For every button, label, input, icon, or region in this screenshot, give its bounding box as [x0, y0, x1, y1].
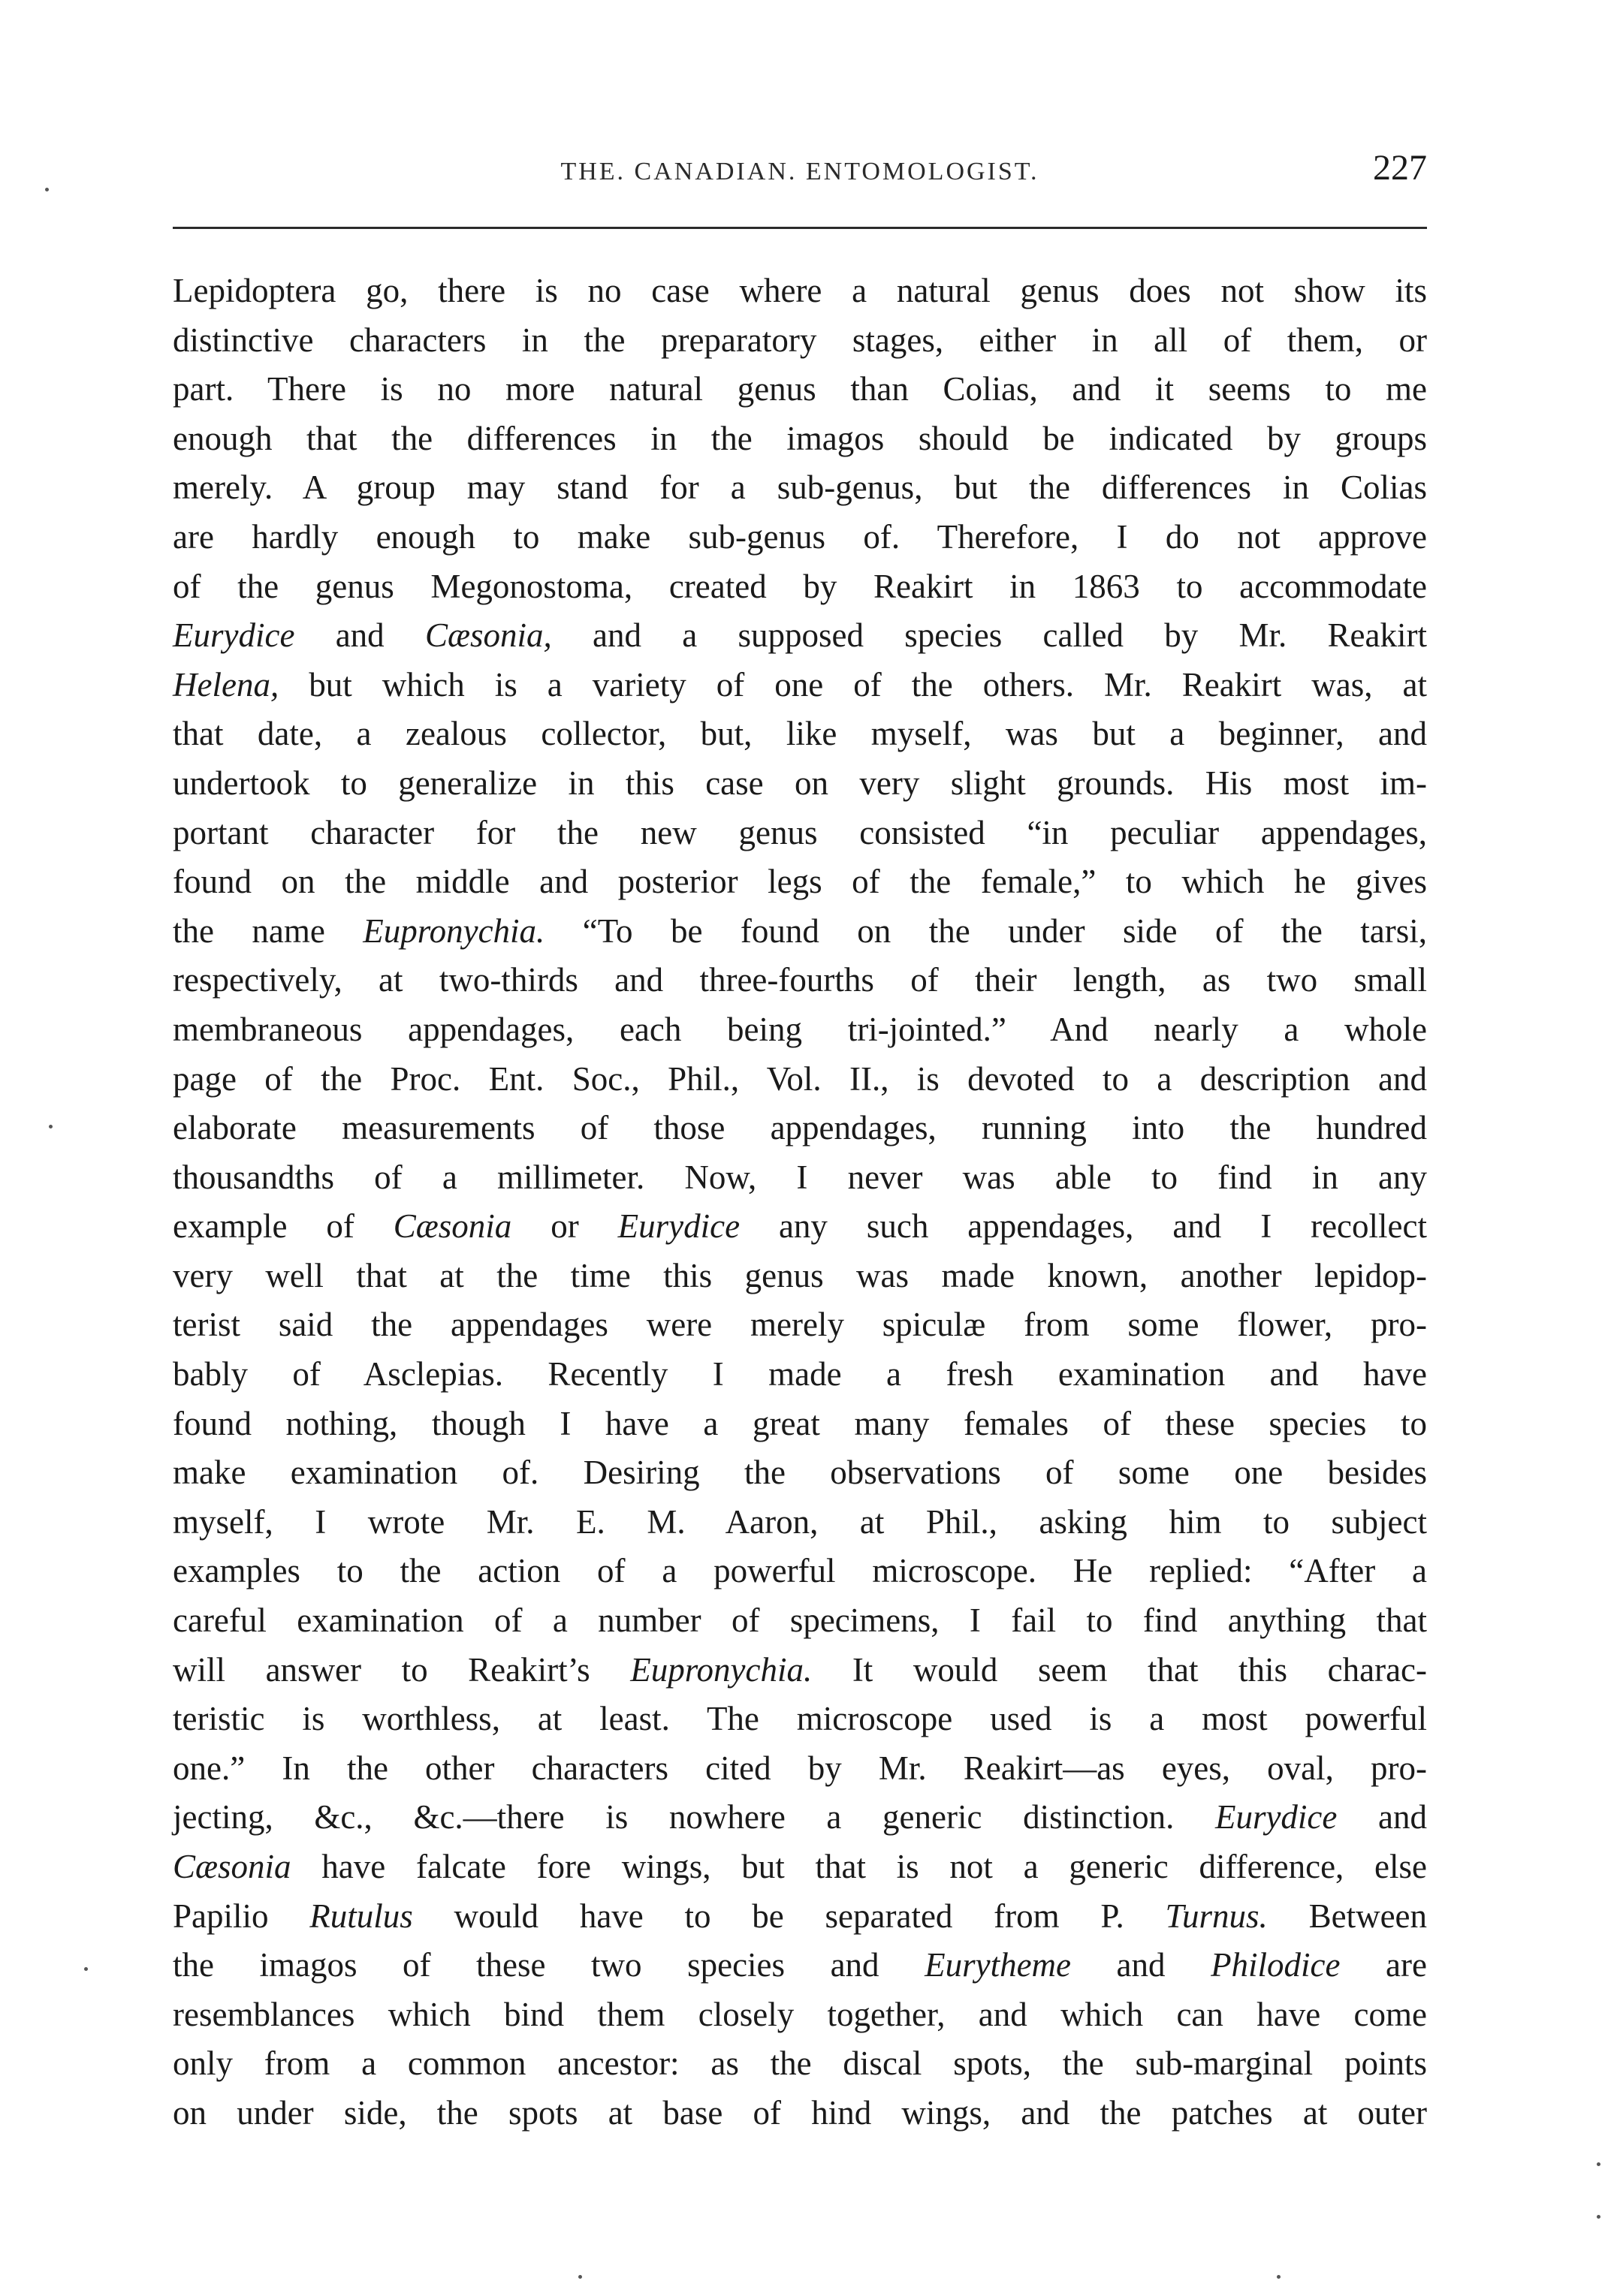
- text-line: [173, 1400, 1427, 1449]
- page-number: 227: [1373, 148, 1427, 188]
- margin-speck: [49, 1125, 53, 1128]
- text-line: [173, 1793, 1427, 1843]
- text-run: are hardly enough to make sub-genus of. Therefore, I do not approve: [173, 517, 1427, 556]
- text-run: have falcate fore wings, but that is not a generic difference, else: [291, 1848, 1427, 1885]
- text-run: page of the Proc. Ent. Soc., Phil., Vol. II., is devoted to a description and: [173, 1059, 1427, 1098]
- italic-text: Eurydice: [1214, 1798, 1338, 1836]
- text-line: [173, 1005, 1427, 1055]
- italic-text: Philodice: [1211, 1946, 1341, 1984]
- text-run: bably of Asclepias. Recently I made a fresh examination and have: [173, 1355, 1427, 1394]
- text-line: [173, 1744, 1427, 1794]
- text-run: one.” In the other characters cited by Mr. Reakirt—as eyes, oval, pro-: [173, 1749, 1427, 1787]
- text-line: [173, 1300, 1427, 1350]
- text-run: found on the middle and posterior legs of the female,” to which he gives: [173, 863, 1427, 901]
- italic-text: Rutulus: [309, 1897, 413, 1935]
- text-run: distinctive characters in the preparatory stages, either in all of them, or: [173, 321, 1427, 359]
- text-line: [173, 365, 1427, 414]
- text-line: [173, 463, 1427, 513]
- margin-speck: [1277, 2275, 1281, 2279]
- text-run: part. There is no more natural genus than Colias, and it seems to me: [173, 370, 1427, 408]
- italic-text: Helena,: [173, 665, 279, 704]
- italic-text: Cæsonia: [393, 1207, 512, 1246]
- text-run: merely. A group may stand for a sub-genus, but the differences in Colias: [173, 469, 1427, 507]
- text-run: undertook to generalize in this case on very slight grounds. His most im-: [173, 764, 1427, 802]
- italic-text: Cæsonia,: [424, 616, 552, 655]
- text-line: [173, 1843, 1427, 1892]
- text-run: that date, a zealous collector, but, like myself, was but a beginner, and: [173, 715, 1427, 753]
- text-line: [173, 1153, 1427, 1203]
- text-run: and: [294, 616, 425, 655]
- text-run: but which is a variety of one of the others. Mr. Reakirt was, at: [279, 665, 1427, 704]
- text-run: only from a common ancestor: as the discal spots, the sub-marginal points: [173, 2044, 1427, 2083]
- text-run: enough that the differences in the imagos should be indicated by groups: [173, 419, 1427, 457]
- italic-text: Cæsonia: [173, 1848, 291, 1885]
- text-line: [173, 513, 1427, 562]
- text-line: [173, 1448, 1427, 1498]
- text-run: and: [1071, 1946, 1211, 1984]
- text-run: terist said the appendages were merely spiculæ from some flower, pro-: [173, 1306, 1427, 1344]
- running-head: [173, 147, 1427, 200]
- text-run: teristic is worthless, at least. The microscope used is a most powerful: [173, 1700, 1427, 1738]
- text-run: It would seem that this charac-: [812, 1650, 1427, 1689]
- text-run: “To be found on the under side of the tarsi,: [545, 911, 1427, 950]
- margin-speck: [84, 1967, 88, 1971]
- text-line: [173, 1695, 1427, 1744]
- text-line: [173, 956, 1427, 1005]
- text-line: [173, 562, 1427, 612]
- text-run: would have to be separated from P.: [412, 1897, 1166, 1935]
- text-run: any such appendages, and I recollect: [740, 1207, 1427, 1246]
- margin-speck: [1597, 2215, 1600, 2219]
- journal-title: THE. CANADIAN. ENTOMOLOGIST.: [560, 158, 1039, 185]
- text-line: [173, 1498, 1427, 1547]
- text-line: [173, 710, 1427, 759]
- text-run: portant character for the new genus consisted “in peculiar appendages,: [173, 813, 1427, 851]
- italic-text: Eupronychia.: [630, 1650, 813, 1689]
- text-line: [173, 414, 1427, 464]
- margin-speck: [45, 188, 49, 191]
- text-run: make examination of. Desiring the observations of some one besides: [173, 1454, 1427, 1492]
- text-run: elaborate measurements of those appendages, running into the hundred: [173, 1109, 1427, 1147]
- text-line: [173, 611, 1427, 661]
- text-run: Lepidoptera go, there is no case where a natural genus does not show its: [173, 272, 1427, 309]
- text-run: of the genus Megonostoma, created by Reakirt in 1863 to accommodate: [173, 567, 1427, 605]
- text-line: [173, 1202, 1427, 1252]
- text-run: will answer to Reakirt’s: [173, 1650, 631, 1689]
- margin-speck: [1597, 2162, 1600, 2166]
- text-run: thousandths of a millimeter. Now, I never was able to find in any: [173, 1158, 1427, 1196]
- text-run: are: [1340, 1946, 1427, 1984]
- text-line: [173, 1646, 1427, 1695]
- text-run: myself, I wrote Mr. E. M. Aaron, at Phil., asking him to subject: [173, 1502, 1427, 1541]
- text-line: [173, 1547, 1427, 1596]
- margin-speck: [578, 2275, 582, 2279]
- text-line: [173, 1892, 1427, 1942]
- text-line: [173, 809, 1427, 858]
- italic-text: Eurytheme: [925, 1946, 1072, 1984]
- text-line: [173, 907, 1427, 957]
- text-line: [173, 2039, 1427, 2089]
- text-run: respectively, at two-thirds and three-fourths of their length, as two small: [173, 961, 1427, 999]
- text-line: [173, 1596, 1427, 1646]
- text-run: very well that at the time this genus was made known, another lepidop-: [173, 1256, 1427, 1294]
- body-text: [173, 267, 1427, 2138]
- italic-text: Eurydice: [617, 1207, 741, 1246]
- text-line: [173, 267, 1427, 316]
- text-line: [173, 759, 1427, 809]
- text-line: [173, 1055, 1427, 1104]
- text-line: [173, 857, 1427, 907]
- text-line: [173, 316, 1427, 366]
- text-run: and: [1337, 1798, 1427, 1836]
- text-line: [173, 1350, 1427, 1400]
- text-line: [173, 1990, 1427, 2040]
- text-run: on under side, the spots at base of hind wings, and the patches at outer: [173, 2093, 1427, 2132]
- text-run: example of: [173, 1207, 394, 1246]
- text-run: examples to the action of a powerful microscope. He replied: “After a: [173, 1552, 1427, 1590]
- italic-text: Eurydice: [173, 616, 295, 655]
- text-run: or: [511, 1207, 618, 1246]
- italic-text: Turnus.: [1165, 1897, 1268, 1935]
- header-rule: [173, 227, 1427, 229]
- text-run: resemblances which bind them closely together, and which can have come: [173, 1995, 1427, 2033]
- text-run: membraneous appendages, each being tri-jointed.” And nearly a whole: [173, 1010, 1427, 1048]
- text-run: the imagos of these two species and: [173, 1946, 925, 1984]
- text-line: [173, 1252, 1427, 1301]
- text-run: Papilio: [173, 1897, 310, 1935]
- text-line: [173, 1941, 1427, 1990]
- text-run: Between: [1267, 1897, 1428, 1935]
- text-run: found nothing, though I have a great many females of these species to: [173, 1404, 1427, 1442]
- text-run: careful examination of a number of specimens, I fail to find anything that: [173, 1601, 1427, 1640]
- text-line: [173, 1104, 1427, 1153]
- italic-text: Eupronychia.: [363, 911, 545, 950]
- text-run: jecting, &c., &c.—there is nowhere a generic distinction.: [173, 1798, 1215, 1836]
- text-run: and a supposed species called by Mr. Reakirt: [551, 616, 1427, 655]
- text-line: [173, 2089, 1427, 2138]
- text-line: [173, 661, 1427, 710]
- text-run: the name: [173, 911, 364, 950]
